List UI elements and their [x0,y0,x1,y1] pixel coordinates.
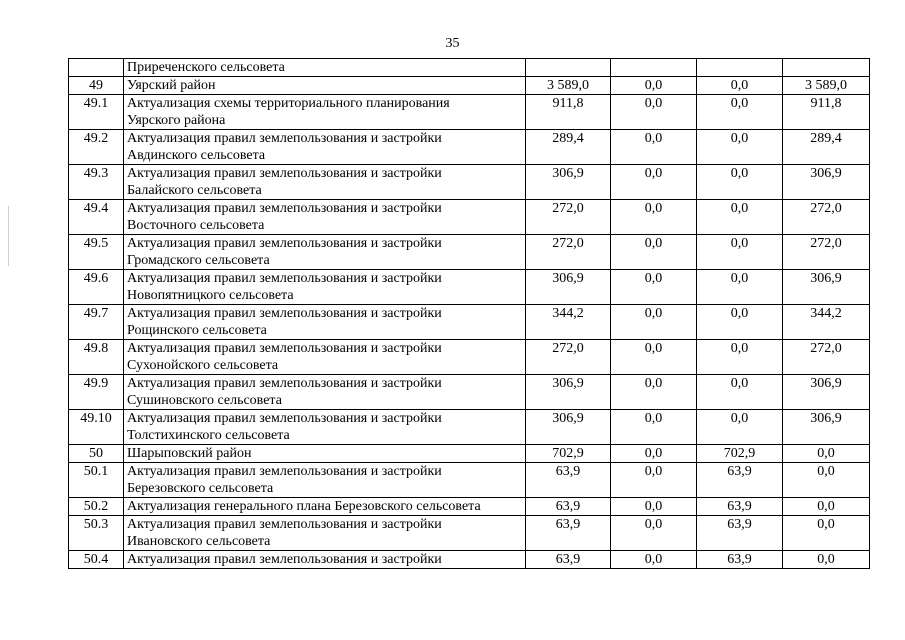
amount-col-2-cell: 0,0 [611,375,697,410]
amount-col-2-cell: 0,0 [611,551,697,569]
item-name-line: Актуализация правил землепользования и застройки [127,201,442,216]
item-name-cell [124,498,526,516]
total-amount-cell: 63,9 [526,516,611,551]
total-amount-cell: 63,9 [526,551,611,569]
total-amount-cell: 63,9 [526,463,611,498]
amount-col-2-cell: 0,0 [611,95,697,130]
row-number-cell: 49.4 [69,200,124,235]
row-number-cell: 49.10 [69,410,124,445]
table-row [69,340,870,375]
table-row [69,77,870,95]
amount-col-2-cell: 0,0 [611,445,697,463]
amount-col-4-cell: 272,0 [783,200,870,235]
item-name-cell [124,445,526,463]
row-number-cell: 49.7 [69,305,124,340]
row-number-cell: 49.2 [69,130,124,165]
amount-col-2-cell: 0,0 [611,77,697,95]
amount-col-3-cell: 63,9 [697,551,783,569]
table-body [69,59,870,569]
amount-col-4-cell: 306,9 [783,375,870,410]
amount-col-3-cell: 702,9 [697,445,783,463]
total-amount-cell: 702,9 [526,445,611,463]
item-name-line: Актуализация правил землепользования и застройки [127,131,442,146]
total-amount-cell: 289,4 [526,130,611,165]
item-name-cell [124,235,526,270]
item-name-line: Актуализация генерального плана Березовского сельсовета [127,499,481,514]
table-row [69,445,870,463]
item-name-cell [124,410,526,445]
item-name-line: Авдинского сельсовета [127,148,266,163]
amount-col-2-cell: 0,0 [611,410,697,445]
item-name-line: Актуализация правил землепользования и застройки [127,271,442,286]
total-amount-cell [526,59,611,77]
amount-col-4-cell: 272,0 [783,235,870,270]
item-name-line: Уярский район [127,78,216,93]
item-name-line: Актуализация правил землепользования и застройки [127,166,442,181]
row-number-cell: 50.3 [69,516,124,551]
amount-col-3-cell: 0,0 [697,130,783,165]
row-number-cell: 50.1 [69,463,124,498]
row-number-cell: 49.9 [69,375,124,410]
total-amount-cell: 344,2 [526,305,611,340]
total-amount-cell: 63,9 [526,498,611,516]
item-name-line: Актуализация правил землепользования и застройки [127,517,442,532]
item-name-cell [124,375,526,410]
amount-col-4-cell: 306,9 [783,410,870,445]
amount-col-2-cell: 0,0 [611,130,697,165]
amount-col-2-cell: 0,0 [611,498,697,516]
amount-col-3-cell: 0,0 [697,77,783,95]
total-amount-cell: 272,0 [526,235,611,270]
amount-col-4-cell: 272,0 [783,340,870,375]
amount-col-3-cell: 0,0 [697,95,783,130]
row-number-cell: 49 [69,77,124,95]
item-name-cell [124,165,526,200]
row-number-cell [69,59,124,77]
amount-col-3-cell: 0,0 [697,340,783,375]
table-row [69,516,870,551]
item-name-line: Актуализация правил землепользования и застройки [127,376,442,391]
item-name-line: Рощинского сельсовета [127,323,267,338]
item-name-line: Новопятницкого сельсовета [127,288,294,303]
item-name-cell [124,340,526,375]
item-name-cell [124,463,526,498]
row-number-cell: 49.3 [69,165,124,200]
item-name-line: Восточного сельсовета [127,218,265,233]
amount-col-4-cell: 289,4 [783,130,870,165]
table-row [69,375,870,410]
row-number-cell: 50.4 [69,551,124,569]
total-amount-cell: 272,0 [526,200,611,235]
total-amount-cell: 911,8 [526,95,611,130]
amount-col-2-cell: 0,0 [611,463,697,498]
row-number-cell: 49.1 [69,95,124,130]
table-row [69,551,870,569]
table-row [69,305,870,340]
amount-col-4-cell: 911,8 [783,95,870,130]
row-number-cell: 50 [69,445,124,463]
amount-col-4-cell: 0,0 [783,445,870,463]
amount-col-4-cell: 0,0 [783,516,870,551]
item-name-cell [124,200,526,235]
amount-col-3-cell: 0,0 [697,235,783,270]
item-name-cell [124,305,526,340]
item-name-line: Сухонойского сельсовета [127,358,279,373]
item-name-line: Актуализация схемы территориального планирования [127,96,450,111]
item-name-line: Актуализация правил землепользования и застройки [127,341,442,356]
amount-col-3-cell: 0,0 [697,410,783,445]
row-number-cell: 50.2 [69,498,124,516]
table-row [69,498,870,516]
item-name-cell [124,77,526,95]
amount-col-3-cell [697,59,783,77]
item-name-line: Актуализация правил землепользования и застройки [127,464,442,479]
row-number-cell: 49.6 [69,270,124,305]
item-name-line: Толстихинского сельсовета [127,428,290,443]
total-amount-cell: 306,9 [526,410,611,445]
table-row [69,165,870,200]
amount-col-3-cell: 63,9 [697,463,783,498]
table-row [69,410,870,445]
amount-col-4-cell: 0,0 [783,463,870,498]
total-amount-cell: 306,9 [526,165,611,200]
table-row [69,463,870,498]
amount-col-3-cell: 0,0 [697,165,783,200]
amount-col-2-cell: 0,0 [611,270,697,305]
amount-col-4-cell: 0,0 [783,551,870,569]
amount-col-2-cell: 0,0 [611,200,697,235]
total-amount-cell: 306,9 [526,375,611,410]
amount-col-2-cell: 0,0 [611,516,697,551]
budget-table [68,58,870,569]
table-row [69,270,870,305]
amount-col-4-cell [783,59,870,77]
total-amount-cell: 306,9 [526,270,611,305]
amount-col-2-cell: 0,0 [611,235,697,270]
table-row [69,130,870,165]
row-number-cell: 49.8 [69,340,124,375]
item-name-line: Шарыповский район [127,446,252,461]
table-row [69,200,870,235]
table-row [69,95,870,130]
total-amount-cell: 3 589,0 [526,77,611,95]
item-name-line: Сушиновского сельсовета [127,393,282,408]
item-name-line: Актуализация правил землепользования и застройки [127,236,442,251]
amount-col-3-cell: 63,9 [697,498,783,516]
item-name-line: Актуализация правил землепользования и застройки [127,552,442,567]
amount-col-3-cell: 0,0 [697,305,783,340]
amount-col-4-cell: 0,0 [783,498,870,516]
amount-col-3-cell: 0,0 [697,200,783,235]
amount-col-4-cell: 344,2 [783,305,870,340]
item-name-cell [124,551,526,569]
row-number-cell: 49.5 [69,235,124,270]
amount-col-3-cell: 0,0 [697,375,783,410]
table-row [69,235,870,270]
item-name-cell [124,270,526,305]
item-name-line: Актуализация правил землепользования и застройки [127,411,442,426]
item-name-line: Приреченского сельсовета [127,60,285,75]
item-name-cell [124,95,526,130]
item-name-line: Громадского сельсовета [127,253,270,268]
item-name-cell [124,59,526,77]
item-name-line: Актуализация правил землепользования и застройки [127,306,442,321]
margin-mark [8,206,9,266]
amount-col-2-cell: 0,0 [611,305,697,340]
item-name-line: Балайского сельсовета [127,183,262,198]
amount-col-4-cell: 306,9 [783,165,870,200]
item-name-cell [124,130,526,165]
amount-col-4-cell: 3 589,0 [783,77,870,95]
amount-col-3-cell: 63,9 [697,516,783,551]
page-number: 35 [445,36,460,51]
item-name-cell [124,516,526,551]
amount-col-2-cell [611,59,697,77]
amount-col-2-cell: 0,0 [611,165,697,200]
item-name-line: Ивановского сельсовета [127,534,271,549]
item-name-line: Березовского сельсовета [127,481,274,496]
amount-col-4-cell: 306,9 [783,270,870,305]
amount-col-2-cell: 0,0 [611,340,697,375]
item-name-line: Уярского района [127,113,226,128]
amount-col-3-cell: 0,0 [697,270,783,305]
table-row [69,59,870,77]
total-amount-cell: 272,0 [526,340,611,375]
